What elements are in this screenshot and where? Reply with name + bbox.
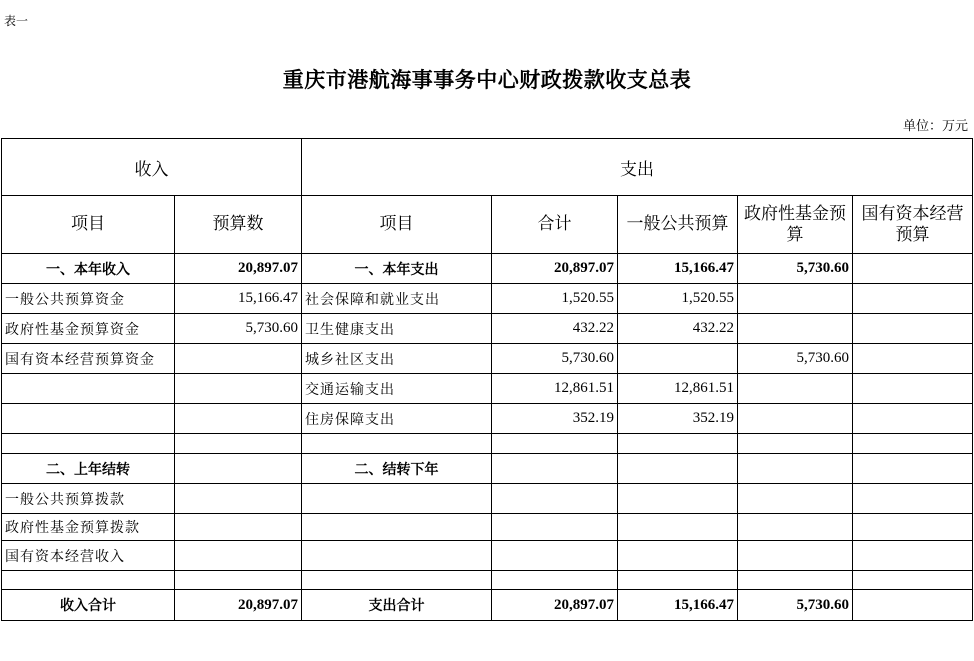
income-item-header: 项目 (2, 196, 175, 254)
income-budget: 15,166.47 (175, 284, 302, 314)
totals-row (2, 590, 973, 621)
general-budget-value: 352.19 (618, 404, 738, 434)
page-title: 重庆市港航海事事务中心财政拨款收支总表 (282, 67, 692, 92)
income-item (2, 374, 175, 404)
general-budget-value: 12,861.51 (618, 374, 738, 404)
table-row (2, 434, 973, 454)
state-capital-value (853, 374, 973, 404)
table-row (2, 374, 973, 404)
state-capital-value (853, 284, 973, 314)
state-capital-total (853, 590, 973, 621)
income-total-value: 20,897.07 (175, 590, 302, 621)
table-row (2, 314, 973, 344)
budget-summary-table (1, 138, 973, 621)
expense-total-value: 20,897.07 (492, 590, 618, 621)
income-item: 国有资本经营收入 (2, 541, 175, 571)
expense-total: 12,861.51 (492, 374, 618, 404)
table-row (2, 344, 973, 374)
income-budget (175, 374, 302, 404)
income-item: 一般公共预算资金 (2, 284, 175, 314)
expense-total: 432.22 (492, 314, 618, 344)
income-budget: 5,730.60 (175, 314, 302, 344)
expense-total: 20,897.07 (492, 254, 618, 284)
income-budget (175, 344, 302, 374)
fund-budget-header: 政府性基金预算 (738, 196, 853, 254)
table-row (2, 541, 973, 571)
expense-section-header: 支出 (302, 139, 973, 196)
fund-budget-value: 5,730.60 (738, 254, 853, 284)
expense-item: 交通运输支出 (302, 374, 492, 404)
state-capital-value (853, 314, 973, 344)
general-budget-value: 1,520.55 (618, 284, 738, 314)
document-label: 表一 (4, 14, 29, 28)
income-budget (175, 404, 302, 434)
general-budget-header: 一般公共预算 (618, 196, 738, 254)
state-capital-budget-header: 国有资本经营预算 (853, 196, 973, 254)
expense-total-header: 合计 (492, 196, 618, 254)
expense-item: 社会保障和就业支出 (302, 284, 492, 314)
expense-item: 二、结转下年 (302, 454, 492, 484)
income-item: 政府性基金预算拨款 (2, 514, 175, 541)
income-item: 二、上年结转 (2, 454, 175, 484)
expense-item: 卫生健康支出 (302, 314, 492, 344)
fund-budget-total: 5,730.60 (738, 590, 853, 621)
income-item: 一、本年收入 (2, 254, 175, 284)
expense-total: 352.19 (492, 404, 618, 434)
expense-total: 5,730.60 (492, 344, 618, 374)
general-budget-value: 432.22 (618, 314, 738, 344)
table-row (2, 484, 973, 514)
income-budget: 20,897.07 (175, 254, 302, 284)
table-row (2, 284, 973, 314)
expense-item-header: 项目 (302, 196, 492, 254)
fund-budget-value (738, 374, 853, 404)
unit-note: 单位：万元 (902, 119, 968, 134)
expense-total-label: 支出合计 (302, 590, 492, 621)
income-total-label: 收入合计 (2, 590, 175, 621)
expense-item: 一、本年支出 (302, 254, 492, 284)
table-row (2, 254, 973, 284)
income-item: 一般公共预算拨款 (2, 484, 175, 514)
general-budget-value (618, 344, 738, 374)
income-budget-header: 预算数 (175, 196, 302, 254)
table-row (2, 404, 973, 434)
column-header-row (2, 196, 973, 254)
state-capital-value (853, 404, 973, 434)
expense-item: 住房保障支出 (302, 404, 492, 434)
income-item: 政府性基金预算资金 (2, 314, 175, 344)
income-item: 国有资本经营预算资金 (2, 344, 175, 374)
general-budget-total: 15,166.47 (618, 590, 738, 621)
fund-budget-value (738, 404, 853, 434)
table-row (2, 454, 973, 484)
expense-total: 1,520.55 (492, 284, 618, 314)
income-item (2, 404, 175, 434)
income-section-header: 收入 (2, 139, 302, 196)
state-capital-value (853, 344, 973, 374)
fund-budget-value: 5,730.60 (738, 344, 853, 374)
general-budget-value: 15,166.47 (618, 254, 738, 284)
table-row (2, 514, 973, 541)
expense-item: 城乡社区支出 (302, 344, 492, 374)
section-header-row (2, 139, 973, 196)
table-row (2, 571, 973, 590)
state-capital-value (853, 254, 973, 284)
fund-budget-value (738, 284, 853, 314)
fund-budget-value (738, 314, 853, 344)
